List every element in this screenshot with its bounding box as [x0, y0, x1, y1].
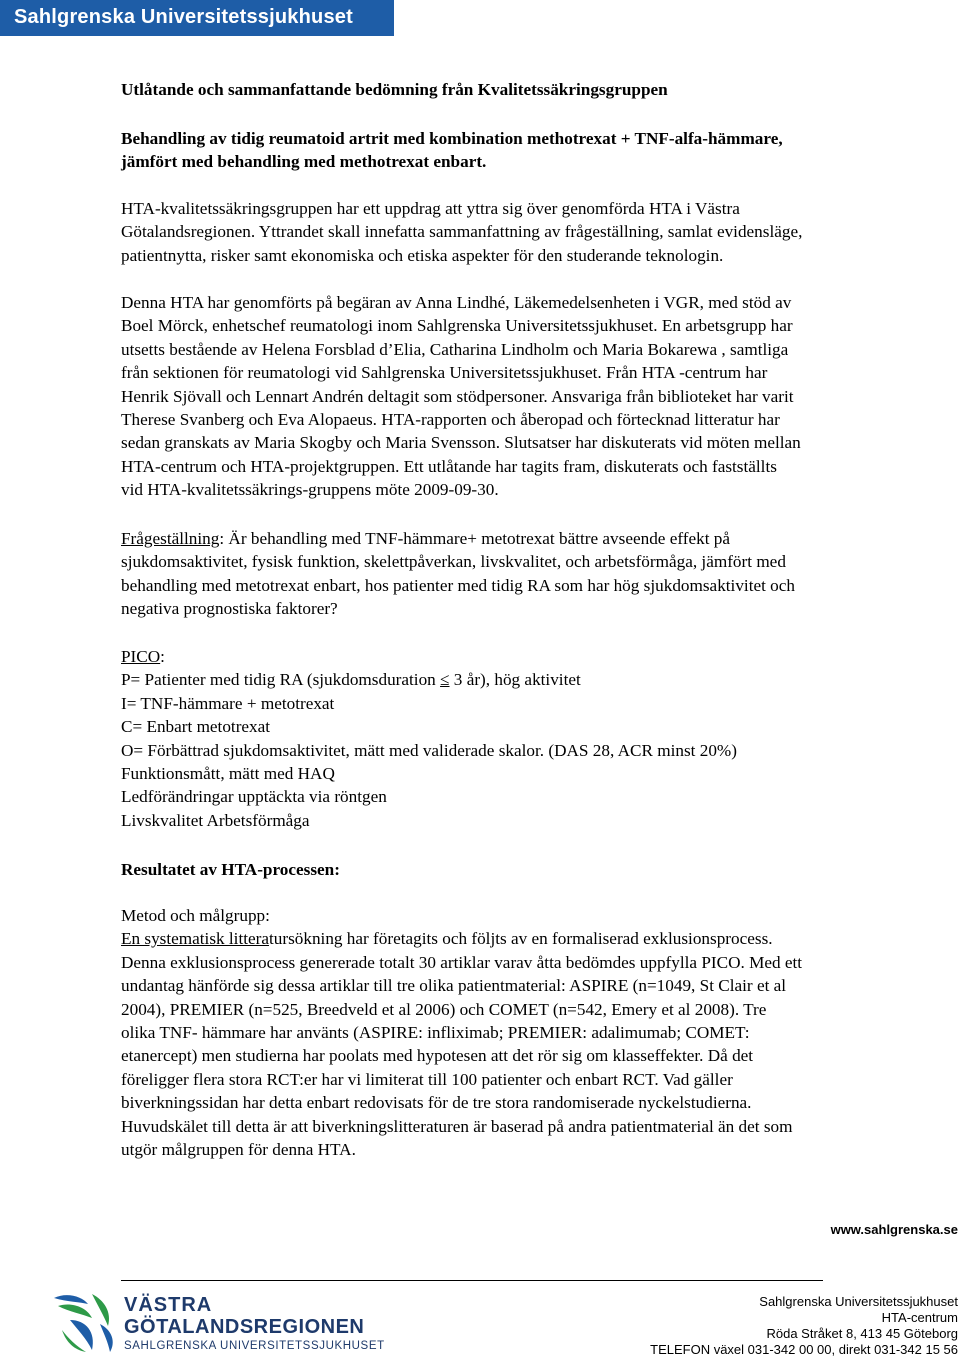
vgr-logo-icon [52, 1290, 120, 1356]
text-line: 2004), PREMIER (n=525, Breedveld et al 2006) och COMET (n=542, Emery et al 2008). Tre [121, 999, 767, 1019]
document-heading: Utlåtande och sammanfattande bedömning från Kvalitetssäkringsgruppen [121, 80, 668, 99]
text-line: sedan granskats av Maria Skogby och Maria Svensson. Slutsatser har diskuterats vid möten mellan [121, 433, 801, 453]
text-line: Henrik Sjövall och Lennart Andrén deltagit som stödpersoner. Ansvariga från biblioteket har varit [121, 386, 794, 406]
text-line: Livskvalitet Arbetsförmåga [121, 810, 310, 830]
text-line: O= Förbättrad sjukdomsaktivitet, mätt med validerade skalor. (DAS 28, ACR minst 20%) [121, 740, 737, 760]
text-line: etanercept) men studierna har poolats med hypotesen att det rör sig om klasseffekter. Då det [121, 1046, 754, 1066]
logo-line1: VÄSTRA [124, 1294, 213, 1316]
address-line: Röda Stråket 8, 413 45 Göteborg [766, 1326, 958, 1341]
text-line: Denna exklusionsprocess genererade totalt 30 artiklar varav åtta bedömdes uppfylla PICO. Med ett [121, 952, 803, 972]
question-paragraph [121, 527, 951, 621]
text-line: HTA-centrum och HTA-projektgruppen. Ett utlåtande har tagits fram, diskuterats och fastställts [121, 456, 777, 476]
subheading-line: jämfört med behandling med methotrexat enbart. [121, 152, 487, 172]
text-line: olika TNF- hämmare har använts (ASPIRE: infliximab; PREMIER: adalimumab; COMET: [121, 1023, 750, 1043]
background-paragraph [121, 291, 951, 502]
pico-section [121, 645, 951, 832]
text-line: sjukdomsaktivitet, fysisk funktion, skelettpåverkan, livskvalitet, och arbetsförmåga, jämfört med [121, 552, 786, 572]
results-heading: Resultatet av HTA-processen: [121, 860, 340, 879]
text-line: HTA-kvalitetssäkringsgruppen har ett uppdrag att yttra sig över genomförda HTA i Västra [121, 199, 740, 218]
address-line: TELEFON växel 031-342 00 00, direkt 031-342 15 56 [650, 1342, 958, 1357]
pico-p-text-end: 3 år), hög aktivitet [449, 670, 581, 690]
intro-paragraph [121, 197, 951, 267]
text-line [121, 927, 951, 950]
question-label: Frågeställning [121, 529, 220, 548]
text-line: I= TNF-hämmare + metotrexat [121, 693, 335, 713]
text-line: C= Enbart metotrexat [121, 717, 271, 737]
method-section [121, 904, 951, 1161]
logo-line2: GÖTALANDSREGIONEN [124, 1316, 365, 1338]
text-line: Funktionsmått, mätt med HAQ [121, 764, 335, 784]
address-line: Sahlgrenska Universitetssjukhuset [759, 1294, 958, 1309]
pico-p-symbol: ≤ [440, 670, 450, 690]
text-line: utgör målgruppen för denna HTA. [121, 1140, 356, 1160]
text-line: från sektionen för reumatologi vid Sahlgrenska Universitetssjukhuset. Från HTA -centrum har [121, 363, 768, 383]
method-link[interactable]: En systematisk littera [121, 929, 269, 949]
logo-line3: SAHLGRENSKA UNIVERSITETSSJUKHUSET [124, 1340, 385, 1352]
pico-label: PICO [121, 647, 161, 666]
footer-url[interactable]: www.sahlgrenska.se [830, 1222, 958, 1237]
text-line: Huvudskälet till detta är att biverkningslitteraturen är baserad på andra patientmaterial än det som [121, 1116, 793, 1136]
text-line [121, 645, 951, 668]
footer-divider [121, 1280, 823, 1281]
pico-p-text: P= Patienter med tidig RA (sjukdomsduration [121, 670, 441, 690]
text-line: Götalandsregionen. Yttrandet skall innefatta sammanfattning av frågeställning, samlat evidensläge, [121, 222, 803, 242]
method-label: Metod och målgrupp: [121, 906, 270, 925]
document-subheading [121, 127, 951, 174]
subheading-line: Behandling av tidig reumatoid artrit med kombination methotrexat + TNF-alfa-hämmare, [121, 129, 783, 148]
text-line: Boel Mörck, enhetschef reumatologi inom Sahlgrenska Universitetssjukhuset. En arbetsgrupp har [121, 316, 793, 336]
text-line [121, 668, 951, 691]
text-line: föreligger flera stora RCT:er har vi limiterat till 100 patienter och enbart RCT. Vad gäller [121, 1069, 733, 1089]
header-title: Sahlgrenska Universitetssjukhuset [14, 6, 353, 28]
text-line: behandling med metotrexat enbart, hos patienter med tidig RA som har hög sjukdomsaktivitet och [121, 575, 795, 595]
pico-colon: : [160, 647, 165, 666]
question-text: : Är behandling med TNF-hämmare+ metotrexat bättre avseende effekt på [219, 529, 730, 548]
text-line: negativa prognostiska faktorer? [121, 599, 338, 619]
text-line: undantag hänförde sig dessa artiklar till tre olika patientmaterial: ASPIRE (n=1049, St Clair et al [121, 976, 787, 996]
vgr-logo [52, 1290, 392, 1356]
header-bar [0, 0, 394, 36]
text-line [121, 527, 951, 550]
text-line: Denna HTA har genomförts på begäran av Anna Lindhé, Läkemedelsenheten i VGR, med stöd av [121, 293, 792, 312]
text-line: Therese Svanberg och Eva Alopaeus. HTA-rapporten och åberopad och förtecknad litteratur har [121, 410, 780, 430]
text-line: biverkningssidan har detta enbart redovisats för de tre stora randomiserade nyckelstudierna. [121, 1093, 752, 1113]
footer-address [650, 1294, 958, 1358]
text-line: utsetts bestående av Helena Forsblad d’Elia, Catharina Lindholm och Maria Bokarewa , samtliga [121, 339, 789, 359]
text-line: patientnytta, risker samt ekonomiska och etiska aspekter för den studerande teknologin. [121, 245, 724, 265]
text-line: Ledförändringar upptäckta via röntgen [121, 787, 387, 807]
address-line: HTA-centrum [881, 1310, 958, 1325]
text-line: vid HTA-kvalitetssäkrings-gruppens möte 2009-09-30. [121, 480, 499, 500]
method-text: tursökning har företagits och följts av en formaliserad exklusionsprocess. [268, 929, 773, 949]
